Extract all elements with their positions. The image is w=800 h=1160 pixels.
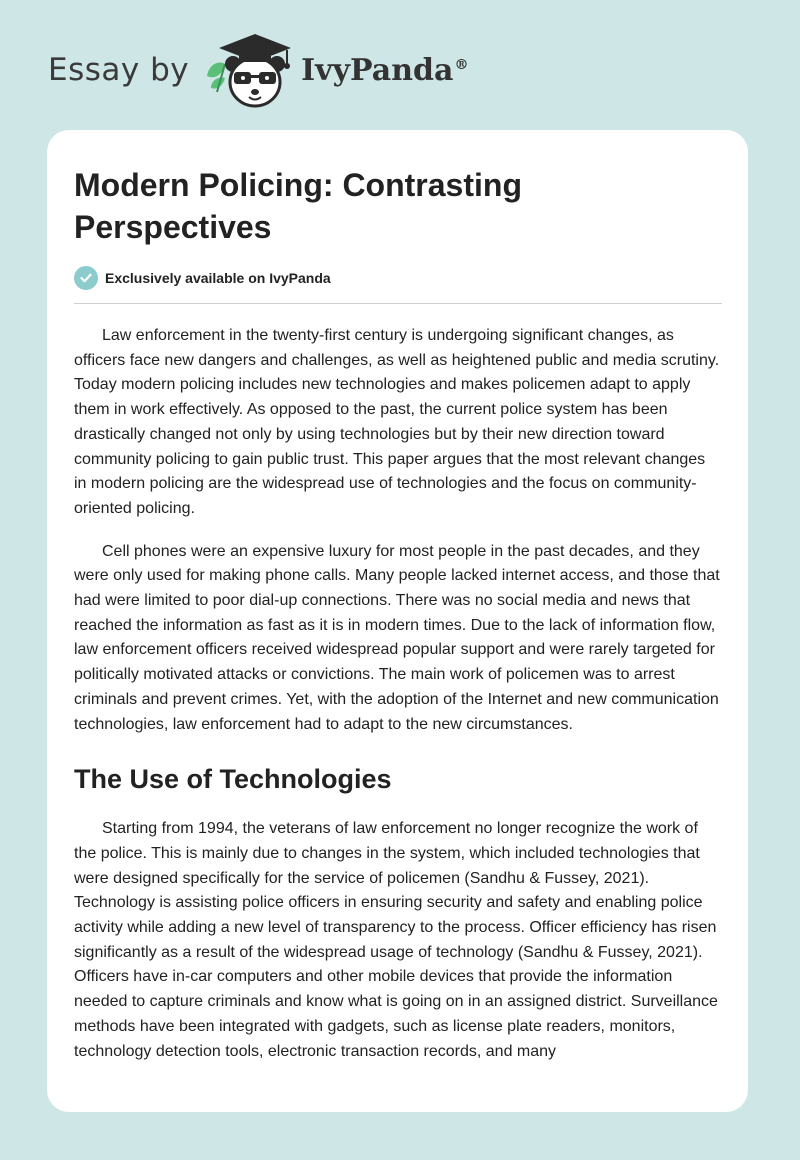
paragraph-technologies: Starting from 1994, the veterans of law enforcement no longer recognize the work of the police. This is mainly due to changes in the system, which included technologies that were designed specifically for the service of policemen (Sandhu & Fussey, 2021). Technology is assisting police officers in ensuring security and safety and enabling police activity while adding a new level of transparency to the process. Officer efficiency has risen significantly as a result of the widespread usage of technology (Sandhu & Fussey, 2021). Officers have in-car computers and other mobile devices that provide the information needed to capture criminals and know what is going on in an assigned district. Surveillance methods have been integrated with gadgets, such as license plate readers, monitors, technology detection tools, electronic transaction records, and many [74, 820, 718, 1060]
paragraph-background: Cell phones were an expensive luxury for most people in the past decades, and they were only used for making phone calls. Many people lacked internet access, and those that had were limited to poor dial-up connections. There was no social media and news that reached the information as fast as it is in modern times. Due to the lack of information flow, law enforcement officers received widespread popular support and were rarely targeted for politically motivated attacks or convictions. The main work of policemen was to arrest criminals and prevent crimes. Yet, with the adoption of the Internet and new communication technologies, law enforcement had to adapt to the new circumstances. [74, 542, 720, 733]
exclusive-label: Exclusively available on IvyPanda [105, 270, 331, 286]
panda-logo-icon[interactable] [203, 30, 295, 110]
site-header [48, 30, 468, 110]
paragraph-intro: Law enforcement in the twenty-first century is undergoing significant changes, as officers face new dangers and challenges, as well as heightened public and media scrutiny. Today modern policing includes new technologies and makes policemen adapt to apply them in work effectively. As opposed to the past, the current police system has been drastically changed not only by using technologies but by their new direction toward community policing to gain public trust. This paper argues that the most relevant changes in modern policing are the widespread use of technologies and the focus on community-oriented policing. [74, 327, 720, 517]
check-circle-icon [74, 266, 98, 290]
exclusive-badge [74, 266, 722, 304]
article-card [47, 130, 748, 1112]
brand-name[interactable]: IvyPanda® [301, 52, 469, 88]
essay-by-label: Essay by [48, 52, 190, 88]
article-title: Modern Policing: Contrasting Perspectives [74, 167, 522, 245]
registered-mark: ® [454, 56, 469, 73]
section-heading: The Use of Technologies [74, 764, 392, 795]
